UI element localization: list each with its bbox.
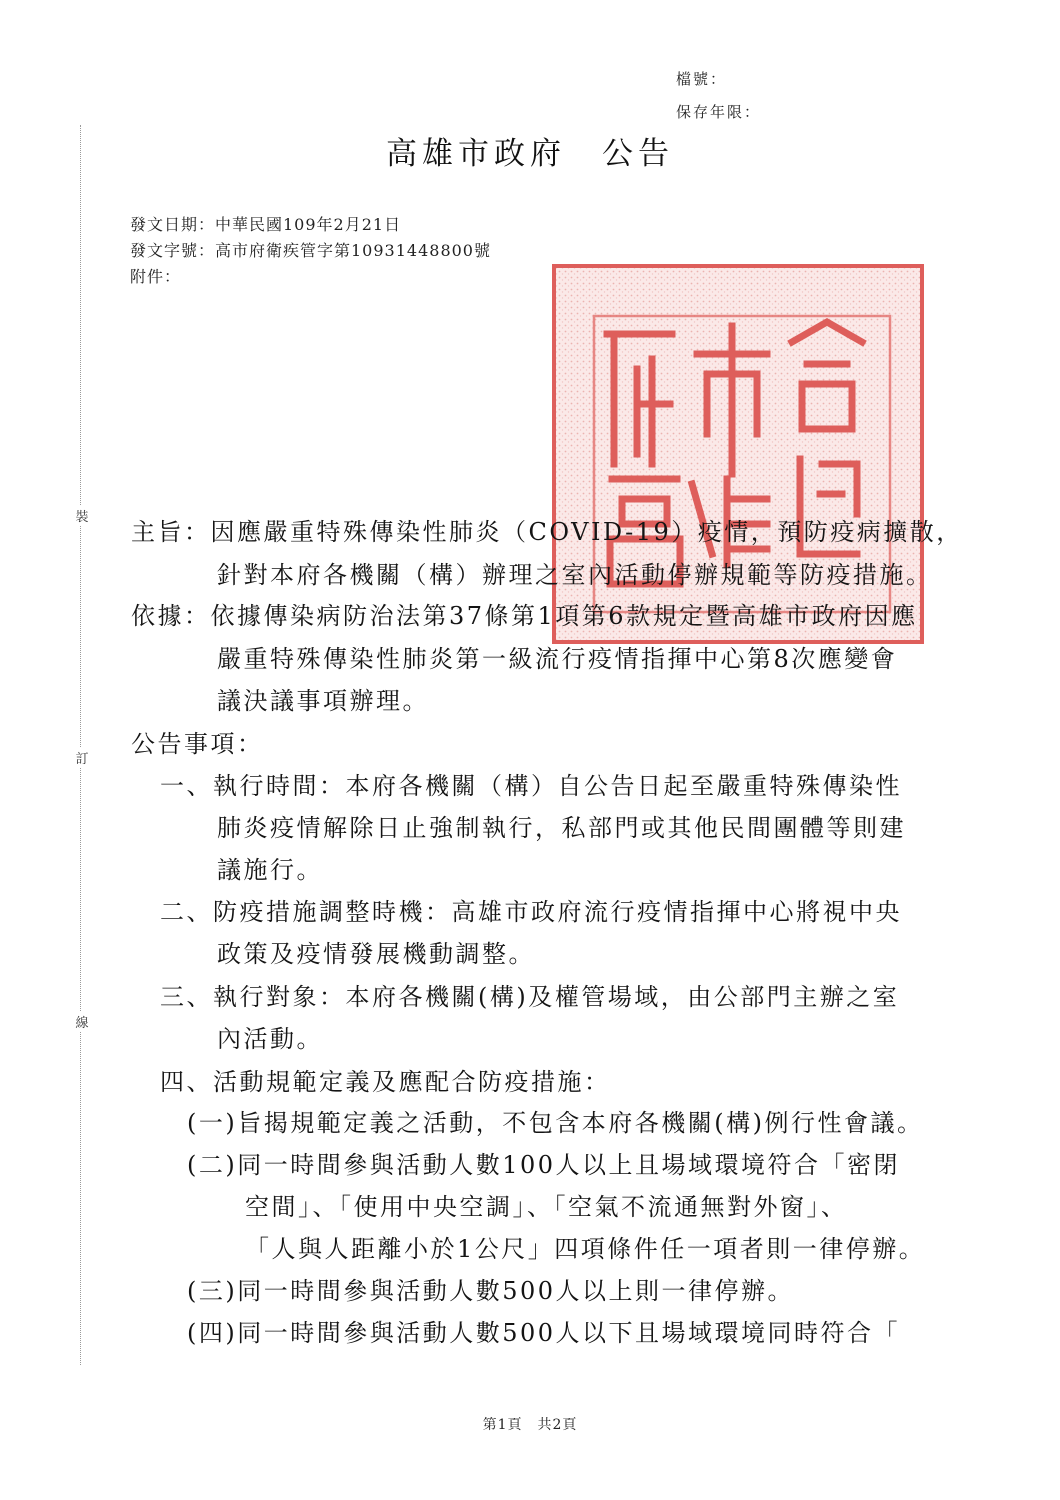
sub-item-2-line-2: 空間」、「使用中央空調」、「空氣不流通無對外窗」、 [245, 1193, 848, 1221]
document-title: 高雄市政府 公告 [386, 136, 674, 172]
sub-item-3: (三)同一時間參與活動人數500人以上則一律停辦。 [187, 1277, 795, 1305]
item-4-heading: 四、活動規範定義及應配合防疫措施： [160, 1068, 611, 1096]
basis-line-2: 嚴重特殊傳染性肺炎第一級流行疫情指揮中心第8次應變會 [217, 645, 898, 673]
document-number: 發文字號：高市府衛疾管字第10931448800號 [130, 241, 491, 260]
item-3-line-2: 內活動。 [217, 1025, 323, 1053]
sub-item-4-line-1: (四)同一時間參與活動人數500人以下且場域環境同時符合「 [187, 1319, 901, 1347]
basis-line-3: 議決議事項辦理。 [217, 687, 429, 715]
sub-item-2-line-3: 「人與人距離小於1公尺」四項條件任一項者則一律停辦。 [245, 1235, 926, 1263]
item-3-line-1: 三、執行對象：本府各機關(構)及權管場域，由公部門主辦之室 [160, 983, 900, 1011]
item-2-line-1: 二、防疫措施調整時機：高雄市政府流行疫情指揮中心將視中央 [160, 898, 902, 926]
issue-date: 發文日期：中華民國109年2月21日 [130, 215, 402, 234]
sub-item-1: (一)旨揭規範定義之活動，不包含本府各機關(構)例行性會議。 [187, 1109, 924, 1137]
page-number: 第1頁 共2頁 [482, 1417, 578, 1433]
binding-char-zhuang: 裝 [74, 506, 90, 525]
binding-char-ding: 訂 [74, 748, 90, 767]
subject-line-1: 主旨：因應嚴重特殊傳染性肺炎（COVID-19）疫情，預防疫病擴散， [131, 518, 963, 546]
binding-margin-line [80, 125, 81, 1365]
item-1-line-3: 議施行。 [217, 856, 323, 884]
file-number-label: 檔號： [676, 70, 728, 88]
binding-char-xian: 線 [74, 1012, 90, 1031]
subject-line-2: 針對本府各機關（構）辦理之室內活動停辦規範等防疫措施。 [217, 561, 933, 589]
announcement-items-heading: 公告事項： [131, 730, 264, 758]
retention-period-label: 保存年限： [676, 103, 762, 121]
basis-line-1: 依據：依據傳染病防治法第37條第1項第6款規定暨高雄市政府因應 [131, 602, 918, 630]
item-1-line-2: 肺炎疫情解除日止強制執行，私部門或其他民間團體等則建 [217, 814, 906, 842]
item-1-line-1: 一、執行時間：本府各機關（構）自公告日起至嚴重特殊傳染性 [160, 772, 902, 800]
sub-item-2-line-1: (二)同一時間參與活動人數100人以上且場域環境符合「密閉 [187, 1151, 901, 1179]
attachment-label: 附件： [130, 267, 182, 286]
item-2-line-2: 政策及疫情發展機動調整。 [217, 940, 535, 968]
